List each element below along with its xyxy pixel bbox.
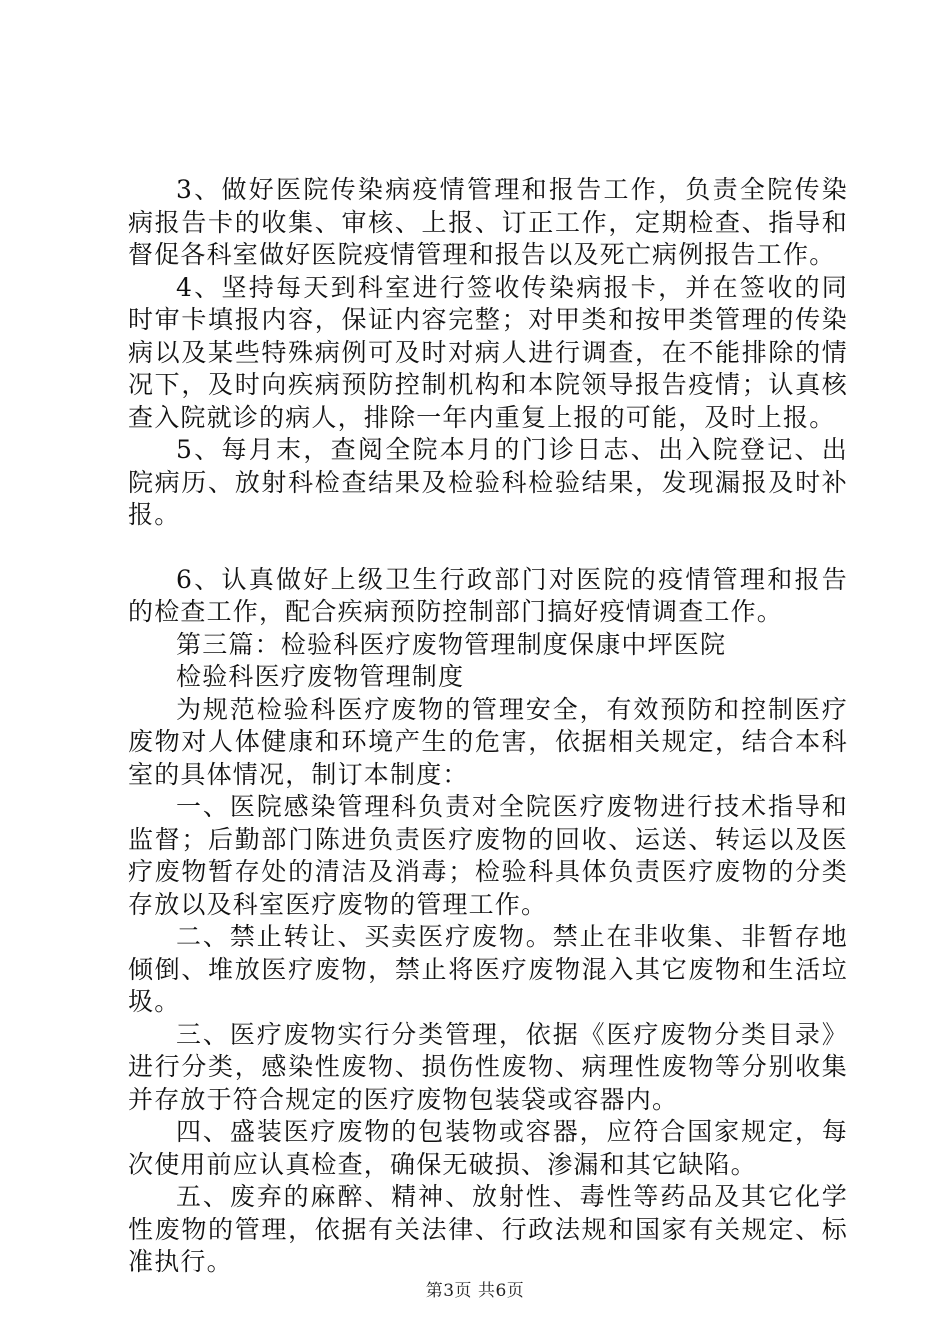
page-number-footer: 第3页 共6页: [425, 1281, 525, 1301]
section-title: 检验科医疗废物管理制度: [176, 662, 465, 691]
paragraph-item-6: 6、认真做好上级卫生行政部门对医院的疫情管理和报告的检查工作，配合疾病预防控制部门搞好疫情调查工作。: [128, 564, 848, 626]
rule-item-3: 三、医疗废物实行分类管理，依据《医疗废物分类目录》进行分类，感染性废物、损伤性废物、病理性废物等分别收集并存放于符合规定的医疗废物包装袋或容器内。: [128, 1019, 848, 1114]
rule-item-1: 一、医院感染管理科负责对全院医疗废物进行技术指导和监督；后勤部门陈进负责医疗废物的回收、运送、转运以及医疗废物暂存处的清洁及消毒；检验科具体负责医疗废物的分类存放以及科室医疗废物的管理工作。: [128, 792, 848, 919]
intro-paragraph: 为规范检验科医疗废物的管理安全，有效预防和控制医疗废物对人体健康和环境产生的危害，依据相关规定，结合本科室的具体情况，制订本制度：: [128, 694, 848, 789]
rule-item-4: 四、盛装医疗废物的包装物或容器，应符合国家规定，每次使用前应认真检查，确保无破损、渗漏和其它缺陷。: [128, 1117, 848, 1179]
paragraph-item-4: 4、坚持每天到科室进行签收传染病报卡，并在签收的同时审卡填报内容，保证内容完整；对甲类和按甲类管理的传染病以及某些特殊病例可及时对病人进行调查，在不能排除的情况下，及时向疾病预防控制机构和本院领导报告疫情；认真核查入院就诊的病人，排除一年内重复上报的可能，及时上报。: [128, 272, 848, 432]
paragraph-item-5: 5、每月末，查阅全院本月的门诊日志、出入院登记、出院病历、放射科检查结果及检验科检验结果，发现漏报及时补报。: [128, 435, 848, 529]
paragraph-item-3: 3、做好医院传染病疫情管理和报告工作，负责全院传染病报告卡的收集、审核、上报、订正工作，定期检查、指导和督促各科室做好医院疫情管理和报告以及死亡病例报告工作。: [128, 175, 848, 269]
section-heading: 第三篇：检验科医疗废物管理制度保康中坪医院: [176, 629, 727, 659]
rule-item-2: 二、禁止转让、买卖医疗废物。禁止在非收集、非暂存地倾倒、堆放医疗废物，禁止将医疗废物混入其它废物和生活垃圾。: [128, 922, 848, 1016]
rule-item-5: 五、废弃的麻醉、精神、放射性、毒性等药品及其它化学性废物的管理，依据有关法律、行政法规和国家有关规定、标准执行。: [128, 1182, 848, 1276]
document-body: [128, 174, 848, 1279]
